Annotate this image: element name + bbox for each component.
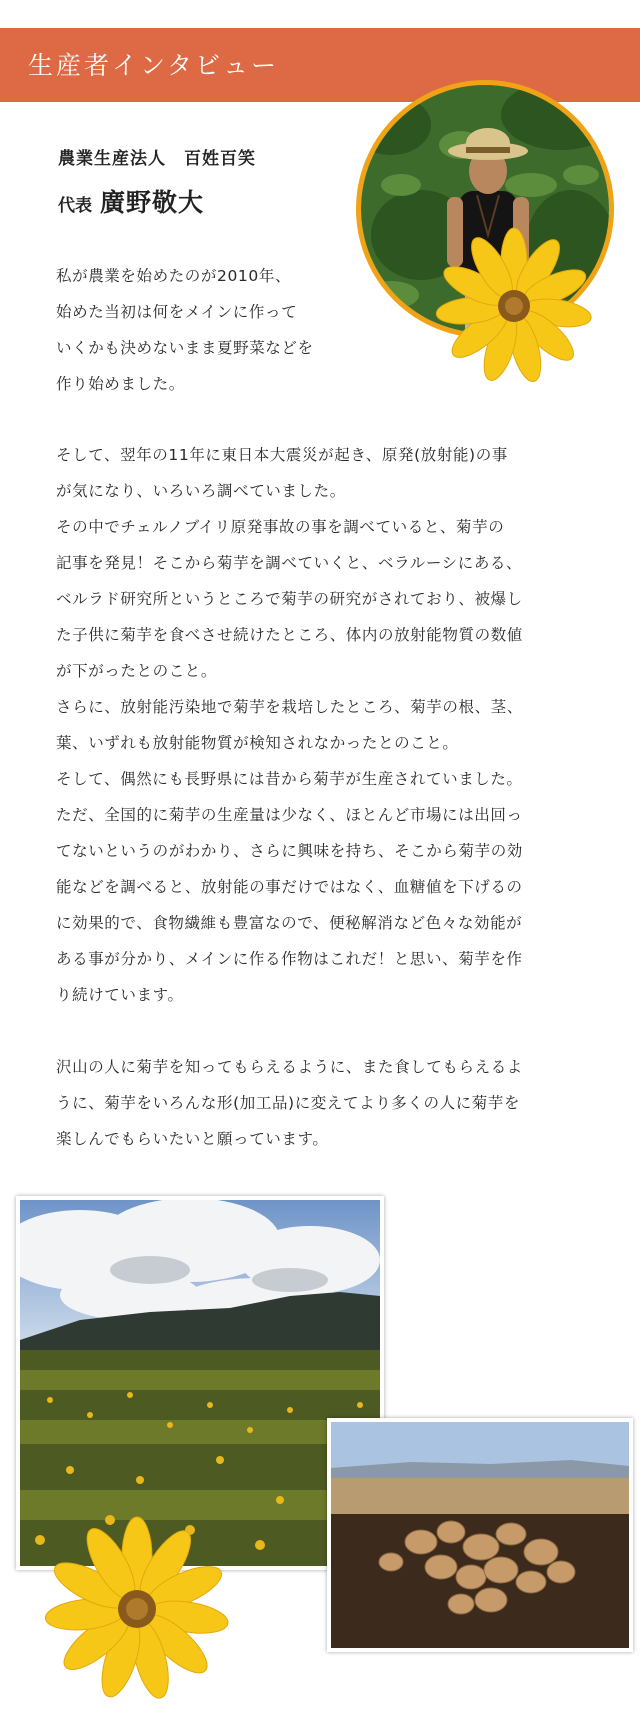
text-line: 私が農業を始めたのが2010年、: [56, 267, 292, 285]
text-line: そして、偶然にも長野県には昔から菊芋が生産されていました。: [56, 770, 523, 788]
header-banner: [0, 28, 640, 102]
text-line: が気になり、いろいろ調べていました。: [56, 482, 346, 500]
text-line: そして、翌年の11年に東日本大震災が起き、原発(放射能)の事: [56, 446, 508, 464]
text-line: さらに、放射能汚染地で菊芋を栽培したところ、菊芋の根、茎、: [56, 698, 523, 716]
organization-name: 農業生産法人 百姓百笑: [58, 149, 256, 169]
text-line: うに、菊芋をいろんな形(加工品)に変えてより多くの人に菊芋を: [56, 1094, 521, 1112]
text-line: が下がったとのこと。: [56, 662, 218, 680]
article-paragraph-2: [56, 437, 523, 1013]
text-line: 作り始めました。: [56, 375, 185, 393]
text-line: 楽しんでもらいたいと願っています。: [56, 1130, 329, 1148]
representative-name: 廣野敬大: [100, 188, 205, 217]
text-line: り続けています。: [56, 986, 184, 1004]
sunflower-decoration-top: [434, 226, 594, 386]
text-line: 葉、いずれも放射能物質が検知されなかったとのこと。: [56, 734, 459, 752]
text-line: ベルラド研究所というところで菊芋の研究がされており、被爆し: [56, 590, 523, 608]
text-line: てないというのがわかり、さらに興味を持ち、そこから菊芋の効: [56, 842, 523, 860]
harvested-tubers-photo: [327, 1418, 633, 1652]
representative: [58, 183, 204, 219]
page-title: 生産者インタビュー: [28, 51, 280, 80]
article-paragraph-1: [56, 258, 314, 402]
text-line: 能などを調べると、放射能の事だけではなく、血糖値を下げるの: [56, 878, 523, 896]
text-line: ただ、全国的に菊芋の生産量は少なく、ほとんど市場には出回っ: [56, 806, 523, 824]
text-line: その中でチェルノブイリ原発事故の事を調べていると、菊芋の: [56, 518, 505, 536]
text-line: た子供に菊芋を食べさせ続けたところ、体内の放射能物質の数値: [56, 626, 523, 644]
representative-title: 代表: [58, 196, 92, 216]
text-line: 記事を発見！そこから菊芋を調べていくと、ベラルーシにある、: [56, 554, 523, 572]
sunflower-decoration-bottom: [42, 1514, 232, 1704]
text-line: に効果的で、食物繊維も豊富なので、便秘解消など色々な効能が: [56, 914, 523, 932]
text-line: いくかも決めないまま夏野菜などを: [56, 339, 314, 357]
text-line: 沢山の人に菊芋を知ってもらえるように、また食してもらえるよ: [56, 1058, 523, 1076]
article-paragraph-3: [56, 1049, 523, 1157]
text-line: 始めた当初は何をメインに作って: [56, 303, 298, 321]
text-line: ある事が分かり、メインに作る作物はこれだ！と思い、菊芋を作: [56, 950, 523, 968]
